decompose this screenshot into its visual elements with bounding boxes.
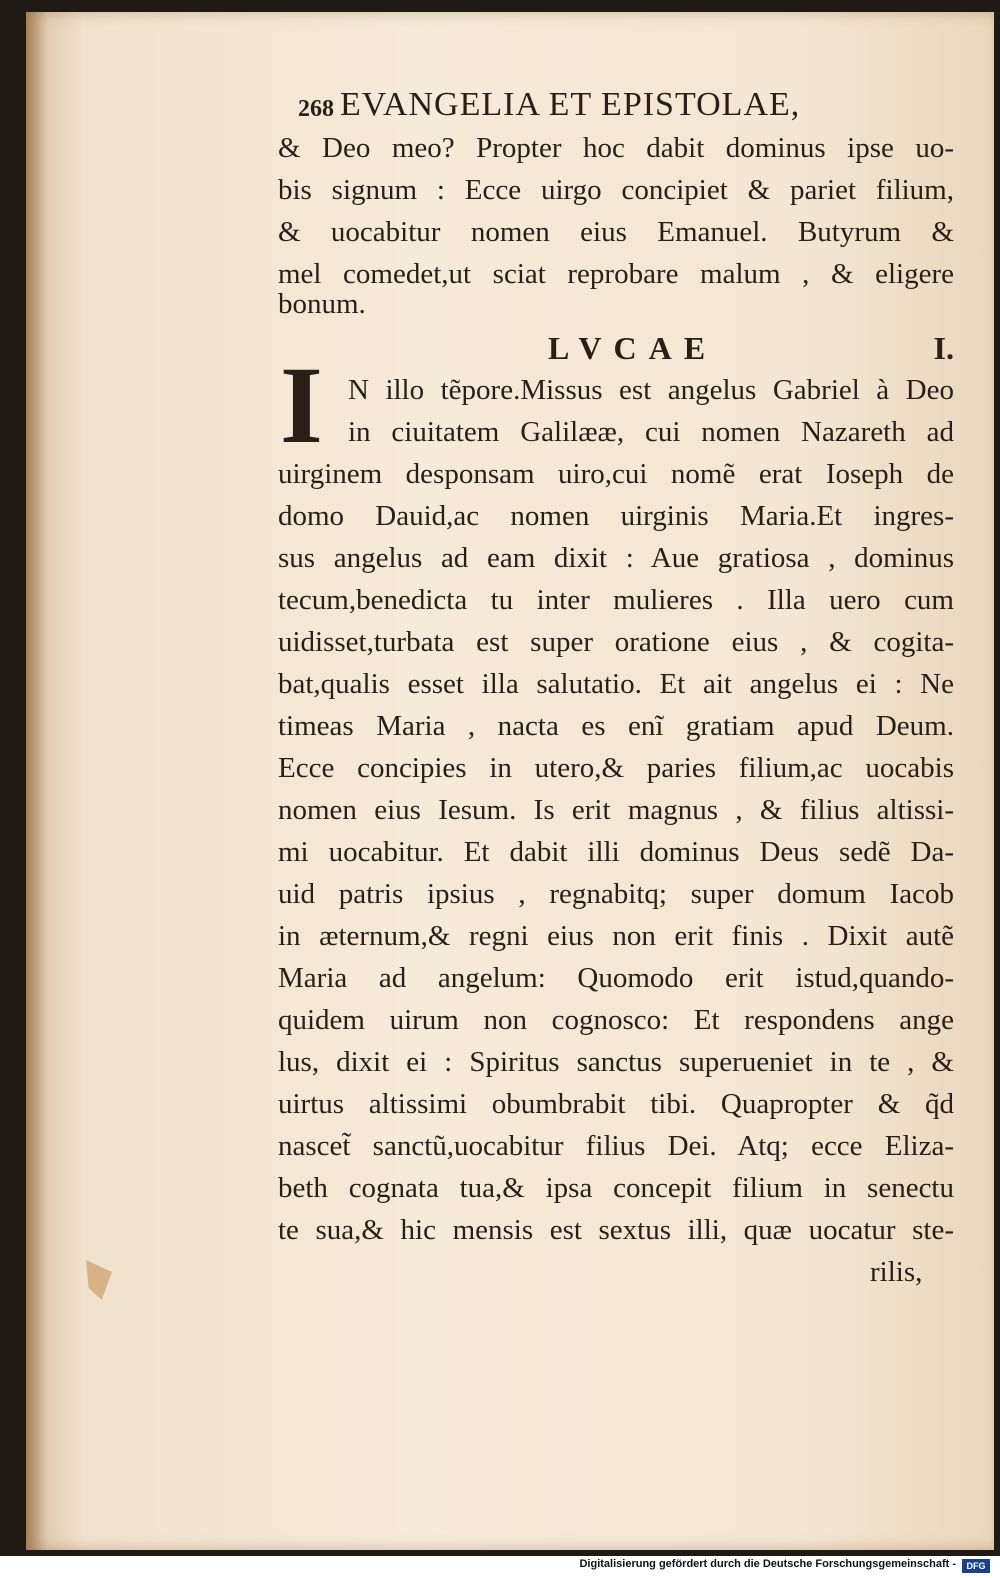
section-heading <box>278 330 954 370</box>
running-head <box>298 86 938 126</box>
dfg-logo: DFG <box>962 1559 990 1573</box>
text-line: Ecce concipies in utero,& paries filium,ac uocabis <box>278 752 954 784</box>
text-line: uidisset,turbata est super oratione eius , & cogita- <box>278 626 954 658</box>
page-number: 268 <box>298 96 334 122</box>
text-line: Maria ad angelum: Quomodo erit istud,quando- <box>278 962 954 994</box>
text-line: bis signum : Ecce uirgo concipiet & pariet filium, <box>278 174 954 206</box>
footer-credit: Digitalisierung gefördert durch die Deutsche Forschungsgemeinschaft - <box>579 1558 956 1570</box>
text-line: beth cognata tua,& ipsa concepit filium in senectu <box>278 1172 954 1204</box>
catchword: rilis, <box>870 1256 923 1288</box>
text-line: uid patris ipsius , regnabitq; super domum Iacob <box>278 878 954 910</box>
section-chapter: I. <box>933 330 954 366</box>
footer-bar <box>0 1556 1000 1578</box>
text-line: N illo tẽpore.Missus est angelus Gabriel à Deo <box>348 374 954 406</box>
text-line: timeas Maria , nacta es enĩ gratiam apud Deum. <box>278 710 954 742</box>
text-line: mel comedet,ut sciat reprobare malum , & eligere <box>278 258 954 290</box>
text-line: & uocabitur nomen eius Emanuel. Butyrum & <box>278 216 954 248</box>
text-line: lus, dixit ei : Spiritus sanctus superueniet in te , & <box>278 1046 954 1078</box>
text-line: uirtus altissimi obumbrabit tibi. Quapropter & q̃d <box>278 1088 954 1120</box>
text-line: sus angelus ad eam dixit : Aue gratiosa , dominus <box>278 542 954 574</box>
text-line: quidem uirum non cognosco: Et respondens ange <box>278 1004 954 1036</box>
section-book: LVCAE <box>548 330 718 366</box>
drop-cap: I <box>280 344 323 466</box>
text-line: bat,qualis esset illa salutatio. Et ait angelus ei : Ne <box>278 668 954 700</box>
text-line: mi uocabitur. Et dabit illi dominus Deus sedẽ Da- <box>278 836 954 868</box>
text-line: nascet̃ sanctũ,uocabitur filius Dei. Atq; ecce Eliza- <box>278 1130 954 1162</box>
text-line: & Deo meo? Propter hoc dabit dominus ipse uo- <box>278 132 954 164</box>
running-title: EVANGELIA ET EPISTOLAE, <box>340 86 801 123</box>
spine-stain <box>26 12 48 1550</box>
text-line: in ciuitatem Galilææ, cui nomen Nazareth ad <box>348 416 954 448</box>
text-line: uirginem desponsam uiro,cui nomẽ erat Ioseph de <box>278 458 954 490</box>
page-tab-stain <box>86 1260 112 1300</box>
text-line: bonum. <box>278 288 366 320</box>
text-line: tecum,benedicta tu inter mulieres . Illa uero cum <box>278 584 954 616</box>
text-line: domo Dauid,ac nomen uirginis Maria.Et ingres- <box>278 500 954 532</box>
text-line: nomen eius Iesum. Is erit magnus , & filius altissi- <box>278 794 954 826</box>
text-line: in æternum,& regni eius non erit finis . Dixit autẽ <box>278 920 954 952</box>
text-line: te sua,& hic mensis est sextus illi, quæ uocatur ste- <box>278 1214 954 1246</box>
